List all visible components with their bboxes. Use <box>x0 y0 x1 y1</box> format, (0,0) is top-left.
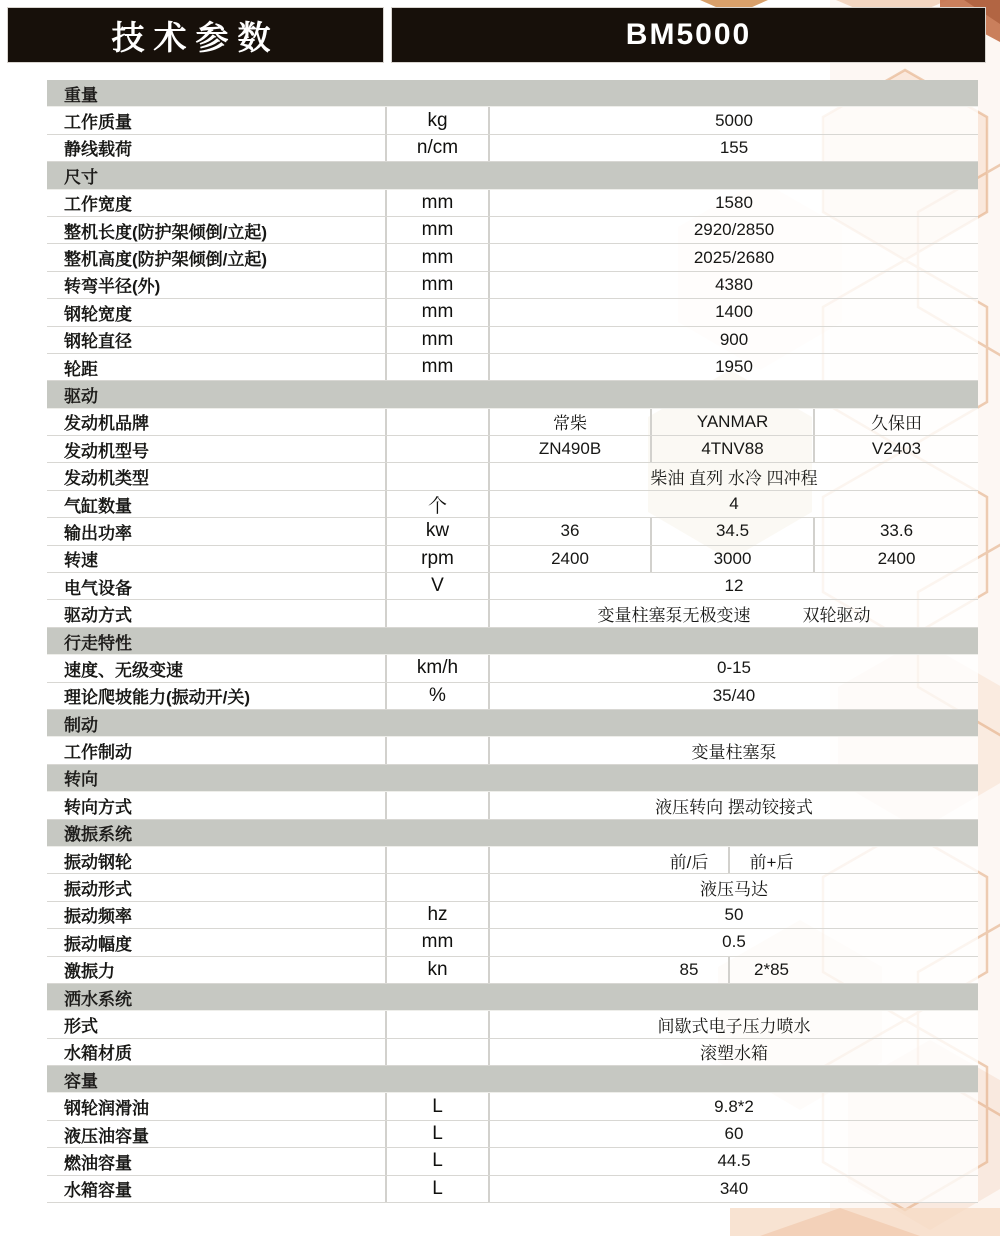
spec-value-right: 前+后 <box>728 847 813 873</box>
spec-value-wrap <box>490 1148 978 1174</box>
section-header <box>47 984 978 1011</box>
spec-value: 5000 <box>715 110 753 130</box>
header <box>8 8 985 62</box>
section-header <box>47 820 978 847</box>
spec-value: 液压马达 <box>700 880 768 900</box>
spec-label: 钢轮润滑油 <box>64 1099 149 1119</box>
spec-label: 驱动方式 <box>64 606 132 626</box>
spec-value: 1580 <box>715 192 753 212</box>
spec-value-wrap <box>490 190 978 216</box>
spec-value: 间歇式电子压力喷水 <box>657 1016 811 1036</box>
spec-row <box>47 902 978 929</box>
spacer <box>813 957 978 983</box>
spec-value-col: 常柴 <box>553 414 587 434</box>
spec-value-col: YANMAR <box>650 409 813 435</box>
spec-label: 转向方式 <box>64 797 132 817</box>
spec-row <box>47 409 978 436</box>
spec-value-col: 36 <box>560 521 580 541</box>
spec-value-wrap <box>490 573 978 599</box>
spec-value-wrap <box>490 1176 978 1202</box>
spec-unit <box>385 847 490 873</box>
section-title: 激振系统 <box>64 825 132 845</box>
section-header <box>47 765 978 792</box>
spec-row <box>47 573 978 600</box>
spec-unit: kn <box>385 957 490 983</box>
section-header <box>47 710 978 737</box>
spec-value: 340 <box>719 1178 749 1198</box>
section-title: 洒水系统 <box>64 989 132 1009</box>
spec-value-wrap <box>490 737 978 763</box>
spec-row <box>47 327 978 354</box>
spec-row <box>47 1121 978 1148</box>
spec-label: 整机长度(防护架倾倒/立起) <box>64 222 268 242</box>
section-header <box>47 80 978 107</box>
spec-value-col: 2400 <box>551 548 589 568</box>
spec-row <box>47 463 978 490</box>
spec-row <box>47 737 978 764</box>
spec-row <box>47 683 978 710</box>
spec-value-wrap <box>490 902 978 928</box>
spec-value: 155 <box>719 137 749 157</box>
spec-label: 振动幅度 <box>64 934 132 954</box>
spec-unit: mm <box>385 327 490 353</box>
spec-value: 60 <box>724 1124 744 1144</box>
section-title: 尺寸 <box>64 167 98 187</box>
spec-unit: V <box>385 573 490 599</box>
spec-label: 轮距 <box>64 359 98 379</box>
spec-label: 转弯半径(外) <box>64 277 161 297</box>
spec-unit <box>385 463 490 489</box>
spec-row <box>47 135 978 162</box>
spec-label: 水箱材质 <box>64 1044 132 1064</box>
spec-unit: % <box>385 683 490 709</box>
spacer <box>813 847 978 873</box>
spec-row <box>47 1039 978 1066</box>
spec-value-b: 双轮驱动 <box>802 606 871 626</box>
spec-value-wrap <box>490 217 978 243</box>
spec-value: 900 <box>719 329 749 349</box>
spec-unit: rpm <box>385 546 490 572</box>
spec-value-wrap <box>490 491 978 518</box>
spec-label: 工作制动 <box>64 743 132 763</box>
spec-value: 液压转向 摆动铰接式 <box>655 797 813 817</box>
spec-label: 钢轮直径 <box>64 332 132 352</box>
spec-row <box>47 792 978 819</box>
spec-unit: km/h <box>385 655 490 681</box>
spec-value-wrap <box>490 1039 978 1065</box>
spec-unit: mm <box>385 217 490 243</box>
spec-row <box>47 1148 978 1175</box>
spec-label: 形式 <box>64 1016 98 1036</box>
spec-value-left: 85 <box>679 959 699 979</box>
spec-unit <box>385 600 490 626</box>
spec-value: 变量柱塞泵 <box>691 743 777 763</box>
spec-value-col: 4TNV88 <box>650 436 813 462</box>
spec-value-col: 2400 <box>813 546 978 572</box>
spec-unit: kw <box>385 518 490 544</box>
spec-value-col: V2403 <box>813 436 978 462</box>
spacer <box>490 957 650 983</box>
spec-unit: mm <box>385 929 490 955</box>
spec-row <box>47 874 978 901</box>
spec-value-a: 变量柱塞泵无极变速 <box>597 606 751 626</box>
header-title-bar <box>8 8 383 62</box>
spec-label: 转速 <box>64 551 98 571</box>
spec-label: 钢轮宽度 <box>64 304 132 324</box>
spec-value-wrap <box>490 874 978 900</box>
spec-label: 振动形式 <box>64 880 132 900</box>
spec-label: 静线载荷 <box>64 140 132 160</box>
spec-value: 0.5 <box>722 932 746 952</box>
spec-label: 气缸数量 <box>64 496 132 516</box>
section-title: 重量 <box>64 85 98 105</box>
spec-unit: hz <box>385 902 490 928</box>
spec-value-wrap <box>490 792 978 818</box>
spec-label: 激振力 <box>64 962 115 982</box>
section-title: 转向 <box>64 770 98 790</box>
spec-value-wrap <box>490 1093 978 1119</box>
section-header <box>47 381 978 408</box>
spec-value-left: 前/后 <box>669 852 709 872</box>
spec-label: 振动钢轮 <box>64 852 132 872</box>
section-title: 制动 <box>64 715 98 735</box>
section-header <box>47 628 978 655</box>
spec-row <box>47 436 978 463</box>
spec-label: 发动机型号 <box>64 441 149 461</box>
spec-unit: mm <box>385 272 490 298</box>
spec-row <box>47 299 978 326</box>
spec-value-wrap <box>490 1011 978 1037</box>
spec-label: 液压油容量 <box>64 1126 149 1146</box>
spec-value-wrap <box>490 354 978 380</box>
spec-value: 50 <box>724 904 744 924</box>
spec-unit <box>385 1011 490 1037</box>
spec-label: 工作质量 <box>64 113 132 133</box>
spec-value: 0-15 <box>716 658 752 678</box>
section-header <box>47 162 978 189</box>
spec-unit <box>385 874 490 900</box>
spec-value-wrap <box>490 463 978 489</box>
spec-label: 整机高度(防护架倾倒/立起) <box>64 250 268 270</box>
spec-unit <box>385 409 490 435</box>
spec-value-wrap <box>490 272 978 298</box>
spec-unit: kg <box>385 107 490 133</box>
spec-value-col: 34.5 <box>650 518 813 544</box>
spec-value-wrap <box>490 244 978 270</box>
spec-unit: 个 <box>385 491 490 518</box>
spec-unit: mm <box>385 299 490 325</box>
spec-label: 水箱容量 <box>64 1181 132 1201</box>
spec-value-columns <box>490 436 978 462</box>
spec-value: 1950 <box>715 357 753 377</box>
spec-label: 发动机品牌 <box>64 414 149 434</box>
spec-row <box>47 354 978 381</box>
spec-row <box>47 1176 978 1203</box>
spec-unit <box>385 792 490 818</box>
spec-row <box>47 546 978 573</box>
spec-value-columns <box>490 409 978 435</box>
spec-label: 工作宽度 <box>64 195 132 215</box>
spec-value-wrap <box>490 1121 978 1147</box>
spec-value-wrap <box>490 327 978 353</box>
spec-value-col: 久保田 <box>813 409 978 435</box>
spec-unit <box>385 737 490 763</box>
spec-value: 4380 <box>715 274 753 294</box>
spec-unit: L <box>385 1176 490 1202</box>
spec-unit: n/cm <box>385 135 490 161</box>
spec-row <box>47 655 978 682</box>
spec-unit: mm <box>385 244 490 270</box>
spec-value: 2920/2850 <box>693 220 775 240</box>
spec-row <box>47 107 978 134</box>
spec-value-wrap <box>490 107 978 133</box>
spec-label: 燃油容量 <box>64 1153 132 1173</box>
spec-value: 12 <box>724 576 744 596</box>
spec-row <box>47 518 978 545</box>
spec-row <box>47 1093 978 1120</box>
spec-value: 滚塑水箱 <box>700 1044 768 1064</box>
spec-label: 理论爬坡能力(振动开/关) <box>64 688 251 708</box>
spacer <box>490 847 650 873</box>
spec-value-wrap <box>490 135 978 161</box>
spec-value: 2025/2680 <box>693 247 775 267</box>
spec-value-split <box>490 957 978 983</box>
spec-value-columns <box>490 518 978 544</box>
spec-value-wrap <box>490 655 978 681</box>
header-model-bar <box>392 8 985 62</box>
spec-label: 发动机类型 <box>64 469 149 489</box>
spec-row <box>47 1011 978 1038</box>
spec-label: 速度、无级变速 <box>64 660 183 680</box>
spec-unit: mm <box>385 190 490 216</box>
spec-value: 柴油 直列 水冷 四冲程 <box>650 469 818 489</box>
spec-value: 9.8*2 <box>714 1096 754 1116</box>
spec-value: 44.5 <box>717 1151 751 1171</box>
spec-value-split <box>490 847 978 873</box>
section-header <box>47 1066 978 1093</box>
section-title: 驱动 <box>64 386 98 406</box>
spec-value-wrap <box>490 299 978 325</box>
spec-row <box>47 190 978 217</box>
spec-unit: mm <box>385 354 490 380</box>
spec-value-col: ZN490B <box>538 439 602 459</box>
spec-row <box>47 847 978 874</box>
spec-value-pair <box>490 600 978 626</box>
spec-value-col: 3000 <box>650 546 813 572</box>
spec-value-columns <box>490 546 978 572</box>
spec-unit: L <box>385 1121 490 1147</box>
spec-row <box>47 217 978 244</box>
spec-value-col: 33.6 <box>813 518 978 544</box>
section-title: 容量 <box>64 1071 98 1091</box>
spec-row <box>47 957 978 984</box>
spec-unit: L <box>385 1093 490 1119</box>
spec-unit <box>385 436 490 462</box>
spec-row <box>47 491 978 518</box>
spec-label: 振动频率 <box>64 907 132 927</box>
spec-row <box>47 272 978 299</box>
spec-value: 1400 <box>715 302 753 322</box>
spec-unit: L <box>385 1148 490 1174</box>
spec-value: 4 <box>729 494 739 514</box>
page-title: 技术参数 <box>111 18 280 56</box>
spec-value-wrap <box>490 683 978 709</box>
model-name: BM5000 <box>625 18 752 51</box>
spec-label: 输出功率 <box>64 523 132 543</box>
spec-value-wrap <box>490 929 978 955</box>
bottom-accents <box>730 1208 1000 1236</box>
spec-table <box>47 80 978 1203</box>
spec-label: 电气设备 <box>64 578 132 598</box>
spec-row <box>47 929 978 956</box>
spec-row <box>47 600 978 627</box>
section-title: 行走特性 <box>64 633 132 653</box>
spec-unit <box>385 1039 490 1065</box>
spec-value-right: 2*85 <box>728 957 813 983</box>
spec-value: 35/40 <box>712 685 756 705</box>
spec-row <box>47 244 978 271</box>
